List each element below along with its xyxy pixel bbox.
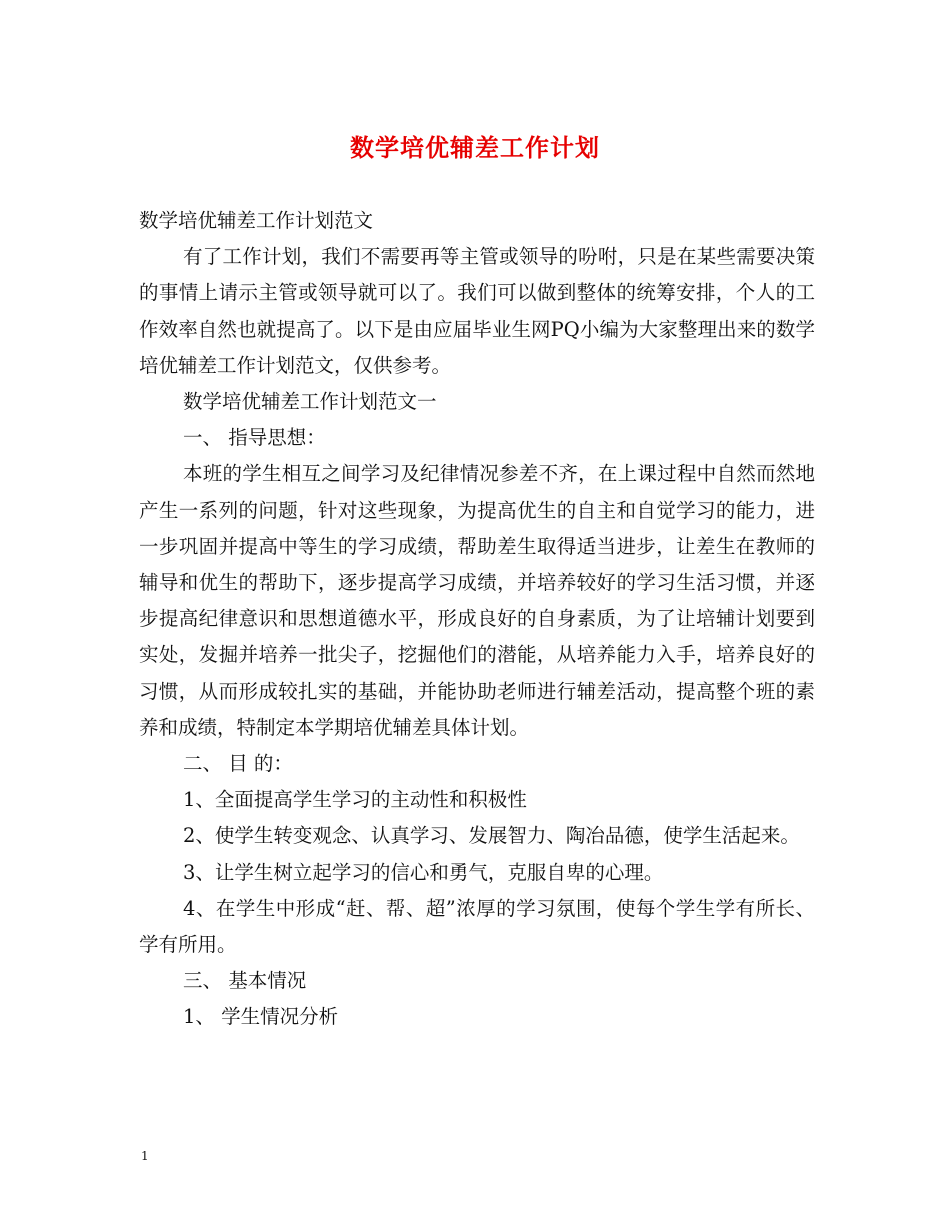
list-item: 2、使学生转变观念、认真学习、发展智力、陶冶品德，使学生活起来。: [183, 824, 800, 848]
document-title: 数学培优辅差工作计划: [350, 133, 600, 162]
body-paragraph: 本班的学生相互之间学习及纪律情况参差不齐，在上课过程中自然而然地产生一系列的问题，针对这些现象，为提高优生的自主和自觉学习的能力，进一步巩固并提高中等生的学习成绩，帮助差生取得适当进步，让差生在教师的辅导和优生的帮助下，逐步提高学习成绩，并培养较好的学习生活习惯，并逐步提高纪律意识和思想道德水平，形成良好的自身素质，为了让培辅计划要到实处，发掘并培养一批尖子，挖掘他们的潜能，从培养能力入手，培养良好的习惯，从而形成较扎实的基础，并能协助老师进行辅差活动，提高整个班的素养和成绩，特制定本学期培优辅差具体计划。: [139, 462, 815, 739]
document-body: [139, 203, 815, 1036]
subtitle-paragraph: 数学培优辅差工作计划范文: [139, 209, 374, 232]
list-item: 3、让学生树立起学习的信心和勇气，克服自卑的心理。: [183, 860, 664, 884]
list-item: 1、 学生情况分析: [183, 1005, 339, 1029]
section-heading: 三、 基本情况: [183, 969, 307, 993]
section-heading: 二、 目 的：: [183, 752, 293, 776]
page-number: 1: [141, 1149, 149, 1163]
intro-paragraph: 有了工作计划，我们不需要再等主管或领导的吩咐，只是在某些需要决策的事情上请示主管或领导就可以了。我们可以做到整体的统筹安排，个人的工作效率自然也就提高了。以下是由应届毕业生网PQ小编为大家整理出来的数学培优辅差工作计划范文，仅供参考。: [139, 245, 815, 377]
section-heading: 数学培优辅差工作计划范文一: [183, 390, 437, 414]
list-item: 4、在学生中形成“赶、帮、超”浓厚的学习氛围，使每个学生学有所长、学有所用。: [139, 896, 815, 957]
list-item: 1、全面提高学生学习的主动性和积极性: [183, 788, 527, 812]
section-heading: 一、 指导思想：: [183, 426, 326, 450]
